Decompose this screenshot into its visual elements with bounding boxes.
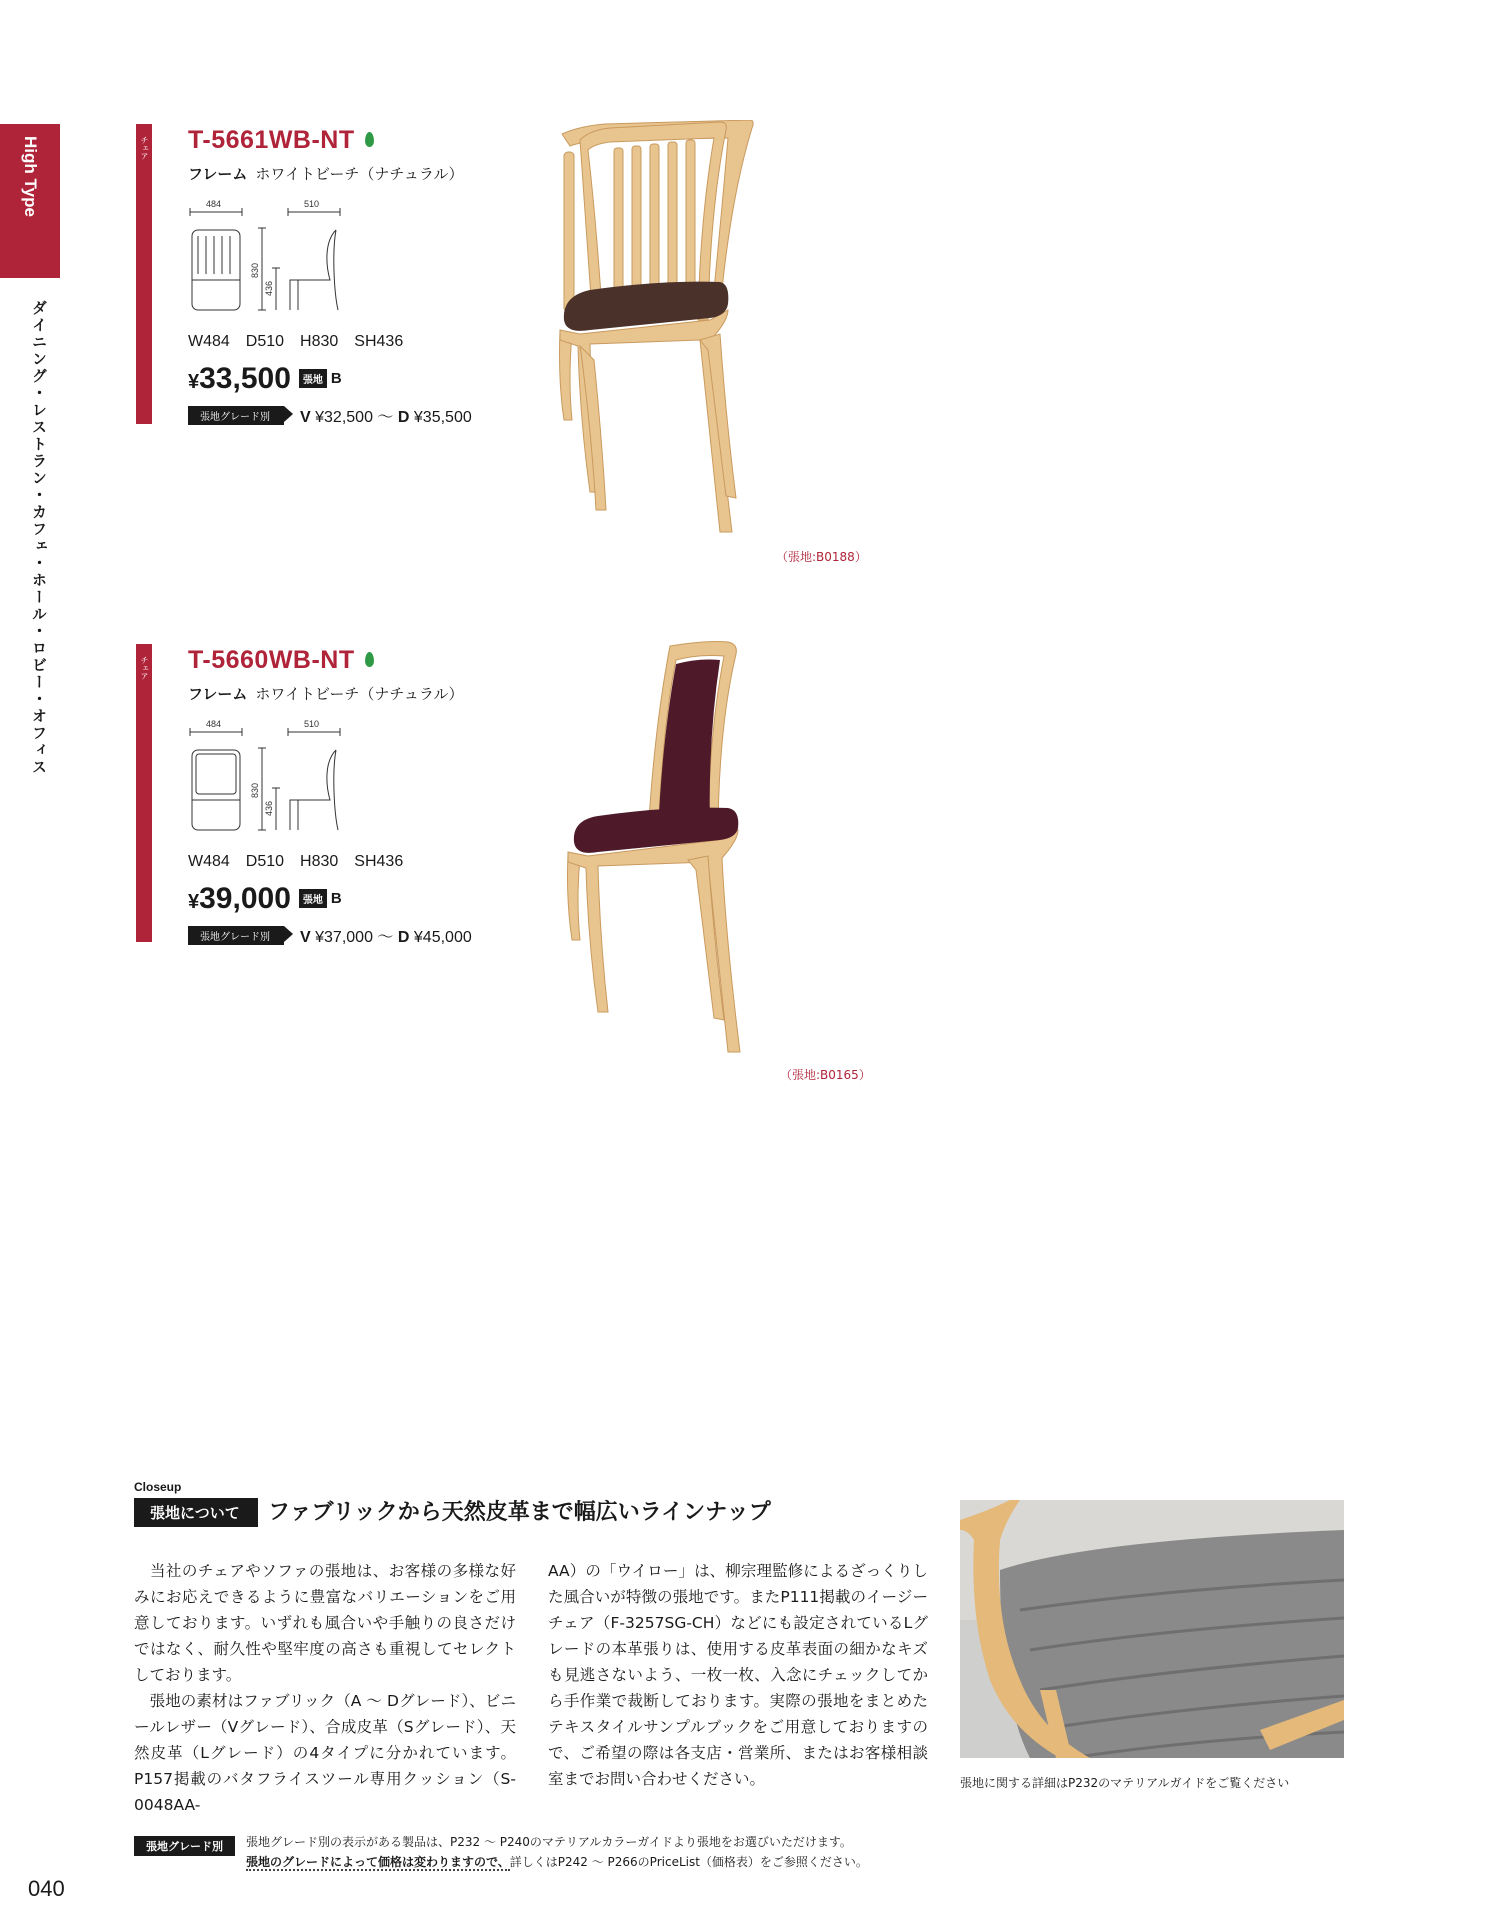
- footer-tag: 張地グレード別: [134, 1836, 235, 1856]
- product-bar: [136, 124, 152, 424]
- page-number: 040: [28, 1876, 65, 1901]
- closeup-label: Closeup: [134, 1480, 182, 1494]
- diagram-height: 830: [250, 262, 260, 278]
- eco-leaf-icon: [365, 652, 374, 667]
- side-tab-label: High Type: [21, 136, 40, 217]
- diagram-width: 484: [206, 719, 222, 729]
- product-dims: W484 D510 H830 SH436: [188, 333, 404, 350]
- yen-sign: ¥: [188, 891, 200, 913]
- product-price: [188, 362, 342, 396]
- footer-line: 張地グレード別の表示がある製品は、P232 ～ P240のマテリアルカラーガイドより張地をお選びいただけます。: [246, 1835, 852, 1849]
- product-frame: [188, 163, 463, 184]
- closeup-title: ファブリックから天然皮革まで幅広いラインナップ: [268, 1500, 771, 1525]
- diagram-seat-height: 436: [264, 800, 274, 816]
- dimension-diagram: [186, 196, 356, 316]
- frame-label: フレーム: [188, 165, 248, 183]
- product-price: [188, 882, 342, 916]
- product-model-text: T-5661WB-NT: [188, 126, 355, 154]
- product-bar: [136, 644, 152, 942]
- diagram-depth: 510: [304, 719, 320, 729]
- grade-row: [188, 404, 472, 427]
- diagram-height: 830: [250, 782, 260, 798]
- price-value: 39,000: [199, 882, 291, 915]
- closeup-photo: [960, 1500, 1344, 1758]
- side-tab: [0, 124, 60, 278]
- chair-photo-slat: [550, 120, 870, 540]
- fabric-tag: 張地: [299, 369, 327, 388]
- paragraph: AA）の「ウイロー」は、柳宗理監修によるざっくりした風合いが特徴の張地です。またP111掲載のイージーチェア（F-3257SG-CH）などにも設定されているLグレードの本革張りは、使用する皮革表面の細かなキズも見逃さないよう、一枚一枚、入念にチェックしてから手作業で裁断しております。実際の張地をまとめたテキスタイルサンプルブックをご用意しておりますので、ご希望の際は各支店・営業所、またはお客様相談室までお問い合わせください。: [548, 1562, 928, 1788]
- footer-emphasis: 張地のグレードによって価格は変わりますので、: [246, 1855, 510, 1869]
- frame-value: ホワイトビーチ（ナチュラル）: [255, 685, 464, 703]
- footer-line: 詳しくはP242 ～ P266のPriceList（価格表）をご参照ください。: [509, 1855, 868, 1869]
- diagram-seat-height: 436: [264, 280, 274, 296]
- photo-caption: （張地:B0188）: [776, 550, 867, 564]
- grade-range: V ¥32,500 ～ D ¥35,500: [300, 409, 472, 426]
- footer-note: [246, 1832, 868, 1872]
- product-model: [188, 646, 374, 675]
- fabric-grade: B: [330, 890, 342, 907]
- paragraph: 当社のチェアやソファの張地は、お客様の多様な好みにお応えできるように豊富なバリエーションをご用意しております。いずれも風合いや手触りの良さだけではなく、耐久性や堅牢度の高さも重視してセレクトしております。: [134, 1562, 516, 1684]
- chair-photo-upholstered: [558, 640, 878, 1060]
- yen-sign: ¥: [188, 371, 200, 393]
- product-bar-label: チェア: [140, 656, 149, 680]
- paragraph: 張地の素材はファブリック（A ～ Dグレード）、ビニールレザー（Vグレード）、合成皮革（Sグレード）、天然皮革（Lグレード）の4タイプに分かれています。P157掲載のバタフライスツール専用クッション（S-0048AA-: [134, 1692, 516, 1814]
- product-model: [188, 126, 374, 155]
- grade-tag: 張地グレード別: [188, 926, 284, 945]
- closeup-body-col2: [548, 1558, 928, 1792]
- photo-caption: （張地:B0165）: [780, 1068, 871, 1082]
- closeup-body-col1: [134, 1558, 516, 1818]
- frame-value: ホワイトビーチ（ナチュラル）: [255, 165, 464, 183]
- dimension-diagram: [186, 716, 356, 836]
- side-category: ダイニング・レストラン・カフェ・ホール・ロビー・オフィス: [30, 300, 48, 776]
- grade-range: V ¥37,000 ～ D ¥45,000: [300, 929, 472, 946]
- frame-label: フレーム: [188, 685, 248, 703]
- diagram-width: 484: [206, 199, 222, 209]
- diagram-depth: 510: [304, 199, 320, 209]
- grade-row: [188, 924, 472, 947]
- fabric-tag: 張地: [299, 889, 327, 908]
- product-dims: W484 D510 H830 SH436: [188, 853, 404, 870]
- product-model-text: T-5660WB-NT: [188, 646, 355, 674]
- eco-leaf-icon: [365, 132, 374, 147]
- price-value: 33,500: [199, 362, 291, 395]
- grade-tag: 張地グレード別: [188, 406, 284, 425]
- product-frame: [188, 683, 463, 704]
- fabric-grade: B: [330, 370, 342, 387]
- product-bar-label: チェア: [140, 136, 149, 160]
- closeup-photo-caption: 張地に関する詳細はP232のマテリアルガイドをご覧ください: [960, 1776, 1290, 1790]
- closeup-tag: 張地について: [134, 1498, 258, 1527]
